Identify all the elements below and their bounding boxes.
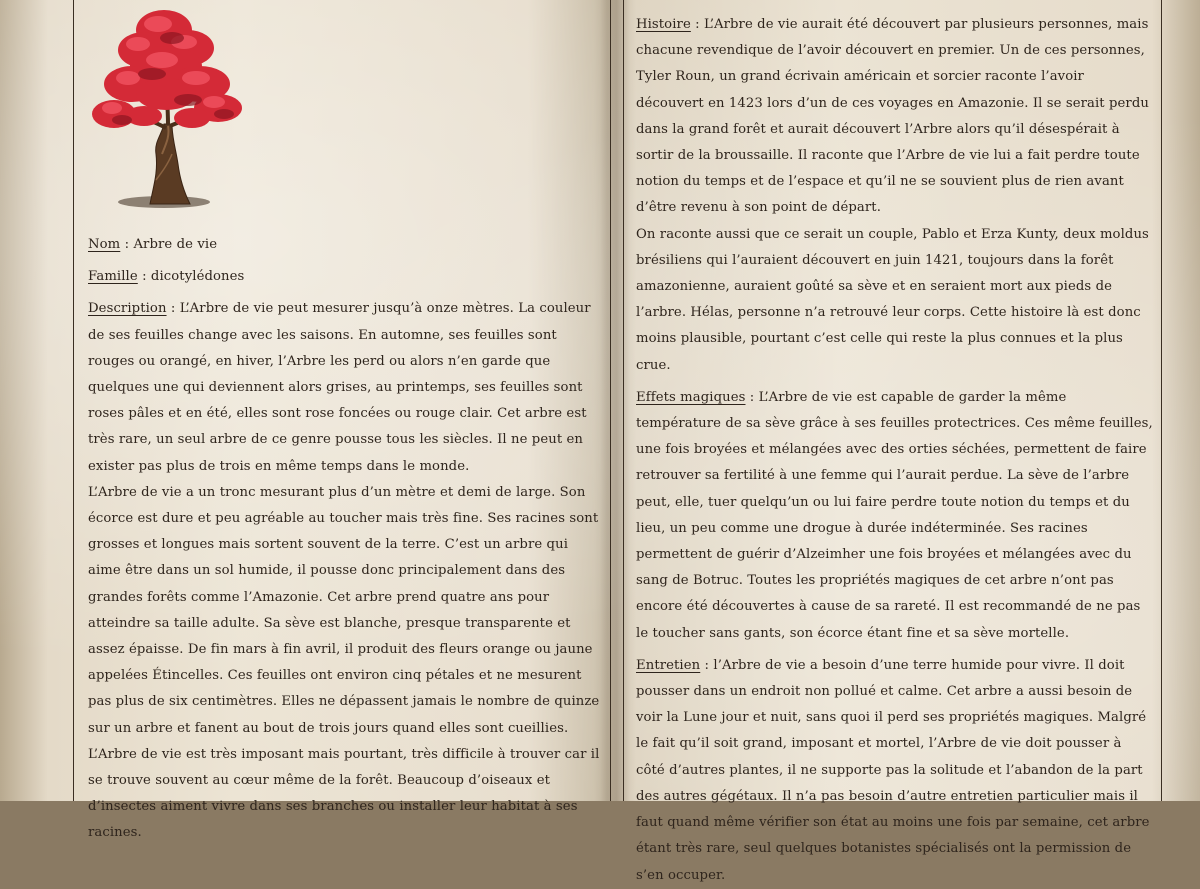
family-value: dicotylédones: [150, 269, 245, 285]
description-paragraph-1: [88, 296, 602, 479]
history-separator: :: [690, 17, 704, 32]
left-page: [73, 0, 611, 841]
magic-effects-paragraph: [636, 385, 1154, 647]
history-paragraph-1: [636, 12, 1154, 222]
upkeep-label: Entretien: [636, 657, 701, 673]
magic-effects-label: Effets magiques: [636, 389, 746, 405]
right-page: [623, 0, 1162, 883]
description-text-2: L’Arbre de vie a un tronc mesurant plus d’un mètre et demi de large. Son écorce est dure et peu agréable au toucher mais très fine. Ses racines sont grosses et longues mais sortent souvent de la terre. C’est un arbre qui aime être dans un sol humide, il pousse donc principalement dans des grandes forêts comme l’Amazonie. Cet arbre prend quatre ans pour atteindre sa taille adulte. Sa sève est blanche, presque transparente et assez épaisse. De fin mars à fin avril, il produit des fleurs orange ou jaune appelées Étincelles. Ces feuilles ont environ cinq pétales et ne mesurent pas plus de six centimètres. Elles ne dépassent jamais le nombre de quinze sur un arbre et fanent au bout de trois jours quand elles sont cueillies. L’Arbre de vie est très imposant mais pourtant, très difficile à trouver car il se trouve souvent au cœur même de la forêt. Beaucoup d’oiseaux et d’insectes aiment vivre dans ses branches ou installer leur habitat à ses racines.: [88, 484, 600, 841]
magic-effects-separator: :: [745, 389, 759, 405]
left-page-text: [88, 232, 602, 847]
description-separator: :: [166, 301, 180, 317]
red-bonsai-tree-illustration: [92, 4, 242, 210]
history-text-2: On raconte aussi que ce serait un couple, Pablo et Erza Kunty, deux moldus brésiliens qui l’auraient découvert en juin 1421, toujours dans la forêt amazonienne, auraient goûté sa sève et en seraient mort aux pieds de l’arbre. Hélas, personne n’a retrouvé leur corps. Cette histoire là est donc moins plausible, pourtant c’est celle qui reste la plus connues et la plus crue.: [636, 226, 1149, 373]
description-label: Description: [88, 301, 167, 317]
description-text-1: L’Arbre de vie peut mesurer jusqu’à onze mètres. La couleur de ses feuilles change avec les saisons. En automne, ses feuilles sont rouges ou orangé, en hiver, l’Arbre les perd ou alors n’en garde que quelques une qui deviennent alors grises, au printemps, ses feuilles sont roses pâles et en été, elles sont rose foncées ou rouge clair. Cet arbre est très rare, un seul arbre de ce genre pousse tous les siècles. Il ne peut en exister pas plus de trois en même temps dans le monde.: [88, 301, 591, 474]
history-paragraph-2: [636, 222, 1154, 379]
name-line: [88, 232, 602, 258]
right-page-text: [636, 12, 1154, 889]
upkeep-separator: :: [700, 657, 714, 673]
family-label: Famille: [88, 269, 138, 285]
upkeep-paragraph: [636, 653, 1154, 889]
upkeep-text: l’Arbre de vie a besoin d’une terre humide pour vivre. Il doit pousser dans un endroit non pollué et calme. Cet arbre a aussi besoin de voir la Lune jour et nuit, sans quoi il perd ses propriétés magiques. Malgré le fait qu’il soit grand, imposant et mortel, l’Arbre de vie doit pousser à côté d’autres plantes, il ne supporte pas la solitude et l’abandon de la part des autres gégétaux. Il n’a pas besoin d’autre entretien particulier mais il faut quand même vérifier son état au moins une fois par semaine, cet arbre étant très rare, seul quelques botanistes spécialisés ont la permission de s’en occuper.: [636, 657, 1150, 883]
family-separator: :: [137, 269, 151, 285]
magic-effects-text: L’Arbre de vie est capable de garder la même température de sa sève grâce à ses feuilles protectrices. Ces même feuilles, une fois broyées et mélangées avec des orties séchées, permettent de faire retrouver sa fertilité à une femme qui l’aurait perdue. La sève de l’arbre peut, elle, tuer quelqu’un ou lui faire perdre toute notion du temps et du lieu, un peu comme une drogue à durée indéterminée. Ses racines permettent de guérir d’Alzeimher une fois broyées et mélangées avec du sang de Botruc. Toutes les propriétés magiques de cet arbre n’ont pas encore été découvertes à cause de sa rareté. Il est recommandé de ne pas le toucher sans gants, son écorce étant fine et sa sève mortelle.: [636, 389, 1153, 641]
history-label: Histoire: [636, 17, 691, 32]
name-separator: :: [120, 237, 134, 252]
name-label: Nom: [88, 237, 121, 252]
family-line: [88, 264, 602, 290]
history-text-1: L’Arbre de vie aurait été découvert par plusieurs personnes, mais chacune revendique de l’avoir découvert en premier. Un de ces personnes, Tyler Roun, un grand écrivain américain et sorcier raconte l’avoir découvert en 1423 lors d’un de ces voyages en Amazonie. Il se serait perdu dans la grand forêt et aurait découvert l’Arbre alors qu’il désespérait à sortir de la broussaille. Il raconte que l’Arbre de vie lui a fait perdre toute notion du temps et de l’espace et qu’il ne se souvient plus de rien avant d’être revenu à son point de départ.: [636, 17, 1149, 216]
description-paragraph-2: [88, 480, 602, 847]
name-value: Arbre de vie: [133, 237, 218, 252]
